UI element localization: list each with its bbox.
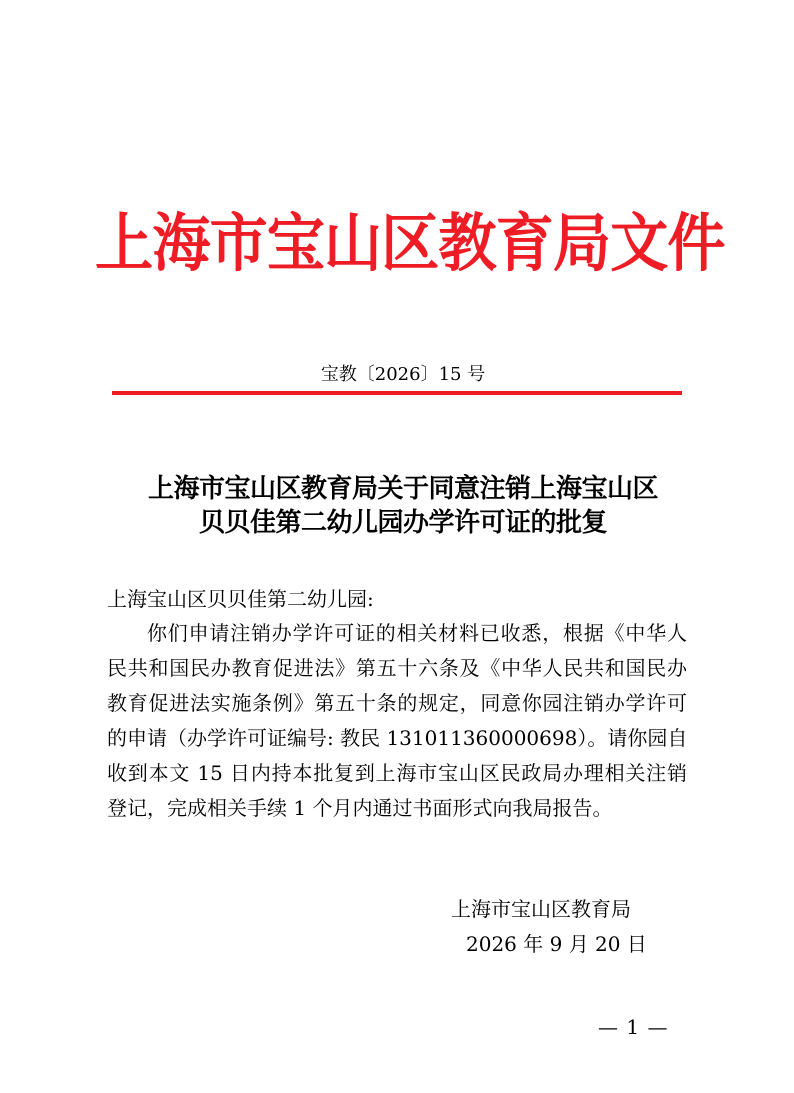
red-separator-rule: [112, 391, 682, 395]
document-title: [0, 472, 794, 540]
document-title-line-2: 贝贝佳第二幼儿园办学许可证的批复: [198, 508, 607, 538]
signature-organization: 上海市宝山区教育局: [451, 897, 631, 921]
page-number: — 1 —: [598, 1015, 669, 1039]
body-line-2: 民共和国民办教育促进法》第五十六条及《中华人民共和国民办: [107, 656, 687, 680]
body-line-1: 你们申请注销办学许可证的相关材料已收悉，根据《中华人: [147, 621, 687, 645]
signature-date: 2026 年 9 月 20 日: [466, 932, 647, 956]
body-line-5: 收到本文 15 日内持本批复到上海市宝山区民政局办理相关注销: [107, 761, 687, 785]
document-title-line-1: 上海市宝山区教育局关于同意注销上海宝山区: [147, 474, 658, 504]
document-number: 宝教〔2026〕15 号: [320, 364, 486, 385]
issuer-banner: 上海市宝山区教育局文件: [95, 207, 725, 281]
body-line-6: 登记，完成相关手续 1 个月内通过书面形式向我局报告。: [107, 796, 613, 820]
body-line-3: 教育促进法实施条例》第五十条的规定，同意你园注销办学许可: [107, 691, 687, 715]
body-paragraph: [107, 616, 687, 826]
recipient-line: 上海宝山区贝贝佳第二幼儿园:: [107, 587, 374, 611]
body-line-4: 的申请（办学许可证编号: 教民 131011360000698）。请你园自: [107, 726, 688, 750]
